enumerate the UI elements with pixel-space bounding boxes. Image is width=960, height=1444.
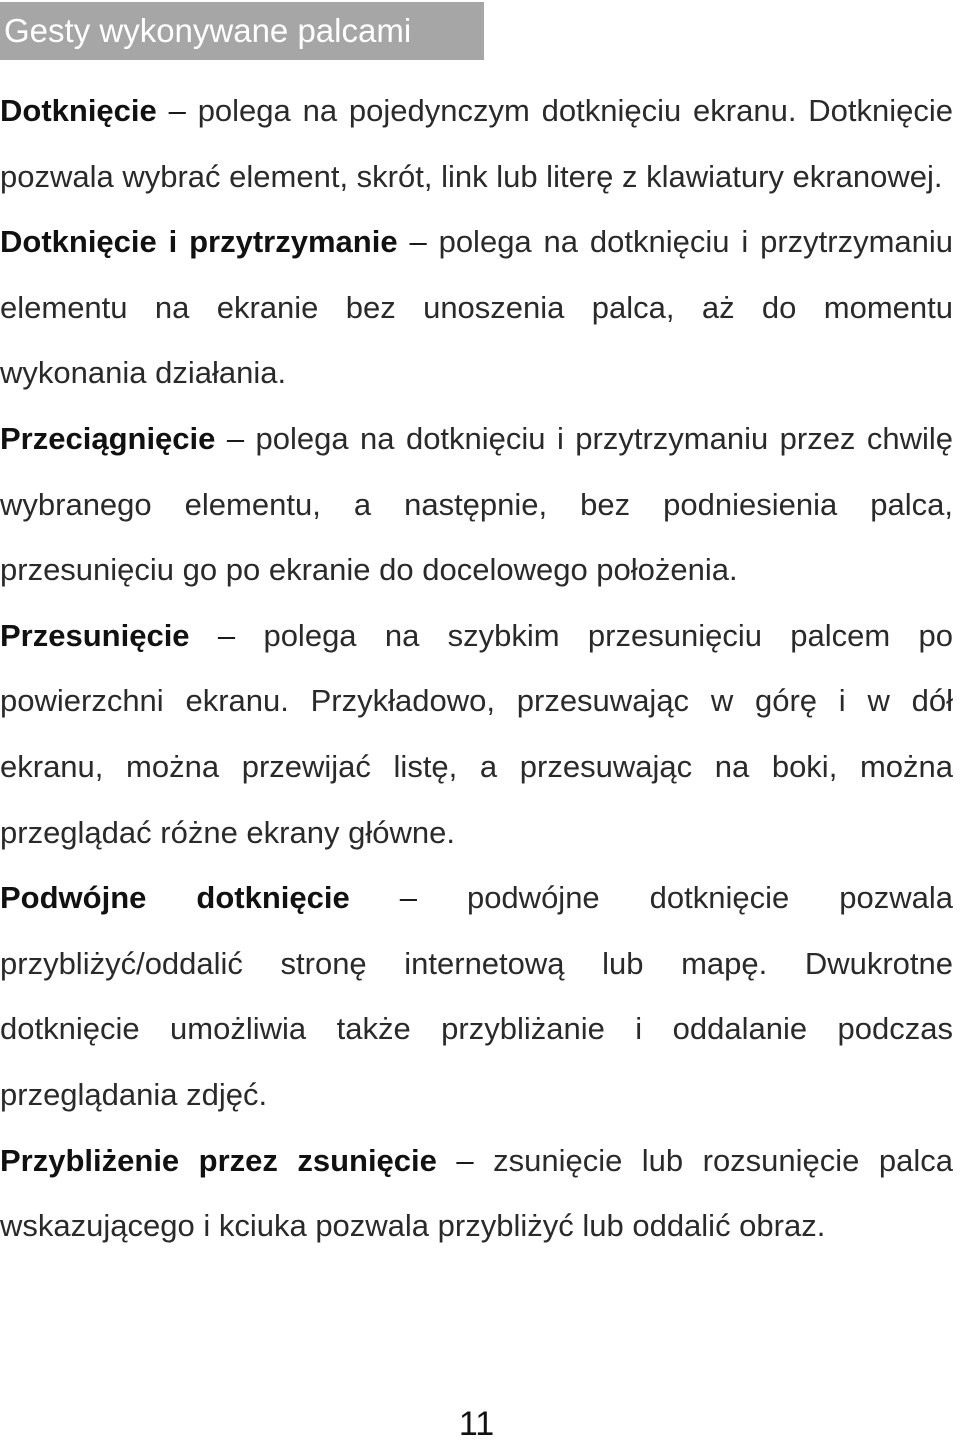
term-separator: – xyxy=(409,224,427,260)
term-separator: – xyxy=(456,1142,474,1178)
gesture-term: Dotknięcie i przytrzymanie xyxy=(0,224,398,260)
gesture-list xyxy=(0,78,953,1259)
term-separator: – xyxy=(217,617,236,653)
term-separator: – xyxy=(168,93,186,128)
gesture-description: polega na dotknięciu i przytrzymaniu elementu na ekranie bez unoszenia palca, aż do momentu wykonania działania. xyxy=(0,224,954,391)
gesture-entry-drag xyxy=(0,406,953,603)
gesture-entry-tap-and-hold xyxy=(0,209,953,406)
gesture-description: polega na szybkim przesunięciu palcem po powierzchni ekranu. Przykładowo, przesuwając w górę i w dół ekranu, można przewijać listę, a przesuwając na boki, można przeglądać różne ekrany główne. xyxy=(0,617,954,850)
section-heading: Gesty wykonywane palcami xyxy=(0,2,484,60)
gesture-term: Przesunięcie xyxy=(0,617,190,653)
gesture-term: Przybliżenie przez zsunięcie xyxy=(0,1142,437,1178)
term-separator: – xyxy=(226,420,245,456)
page-number: 11 xyxy=(458,1405,495,1443)
gesture-entry-swipe xyxy=(0,603,953,865)
gesture-entry-tap xyxy=(0,78,953,209)
gesture-description: polega na pojedynczym dotknięciu ekranu. Dotknięcie pozwala wybrać element, skrót, link lub literę z klawiatury ekranowej. xyxy=(0,93,953,194)
gesture-description: polega na dotknięciu i przytrzymaniu przez chwilę wybranego elementu, a następnie, bez podniesienia palca, przesunięciu go po ekranie do docelowego położenia. xyxy=(0,420,954,588)
gesture-description: zsunięcie lub rozsunięcie palca wskazującego i kciuka pozwala przybliżyć lub oddalić obraz. xyxy=(0,1142,953,1244)
gesture-entry-double-tap xyxy=(0,865,953,1127)
gesture-term: Dotknięcie xyxy=(0,93,157,128)
term-separator: – xyxy=(399,880,417,916)
gesture-entry-pinch-zoom xyxy=(0,1128,953,1259)
gesture-term: Przeciągnięcie xyxy=(0,420,216,456)
gesture-description: podwójne dotknięcie pozwala przybliżyć/oddalić stronę internetową lub mapę. Dwukrotne dotknięcie umożliwia także przybliżanie i oddalanie podczas przeglądania zdjęć. xyxy=(0,880,953,1112)
gesture-term: Podwójne dotknięcie xyxy=(0,880,350,916)
